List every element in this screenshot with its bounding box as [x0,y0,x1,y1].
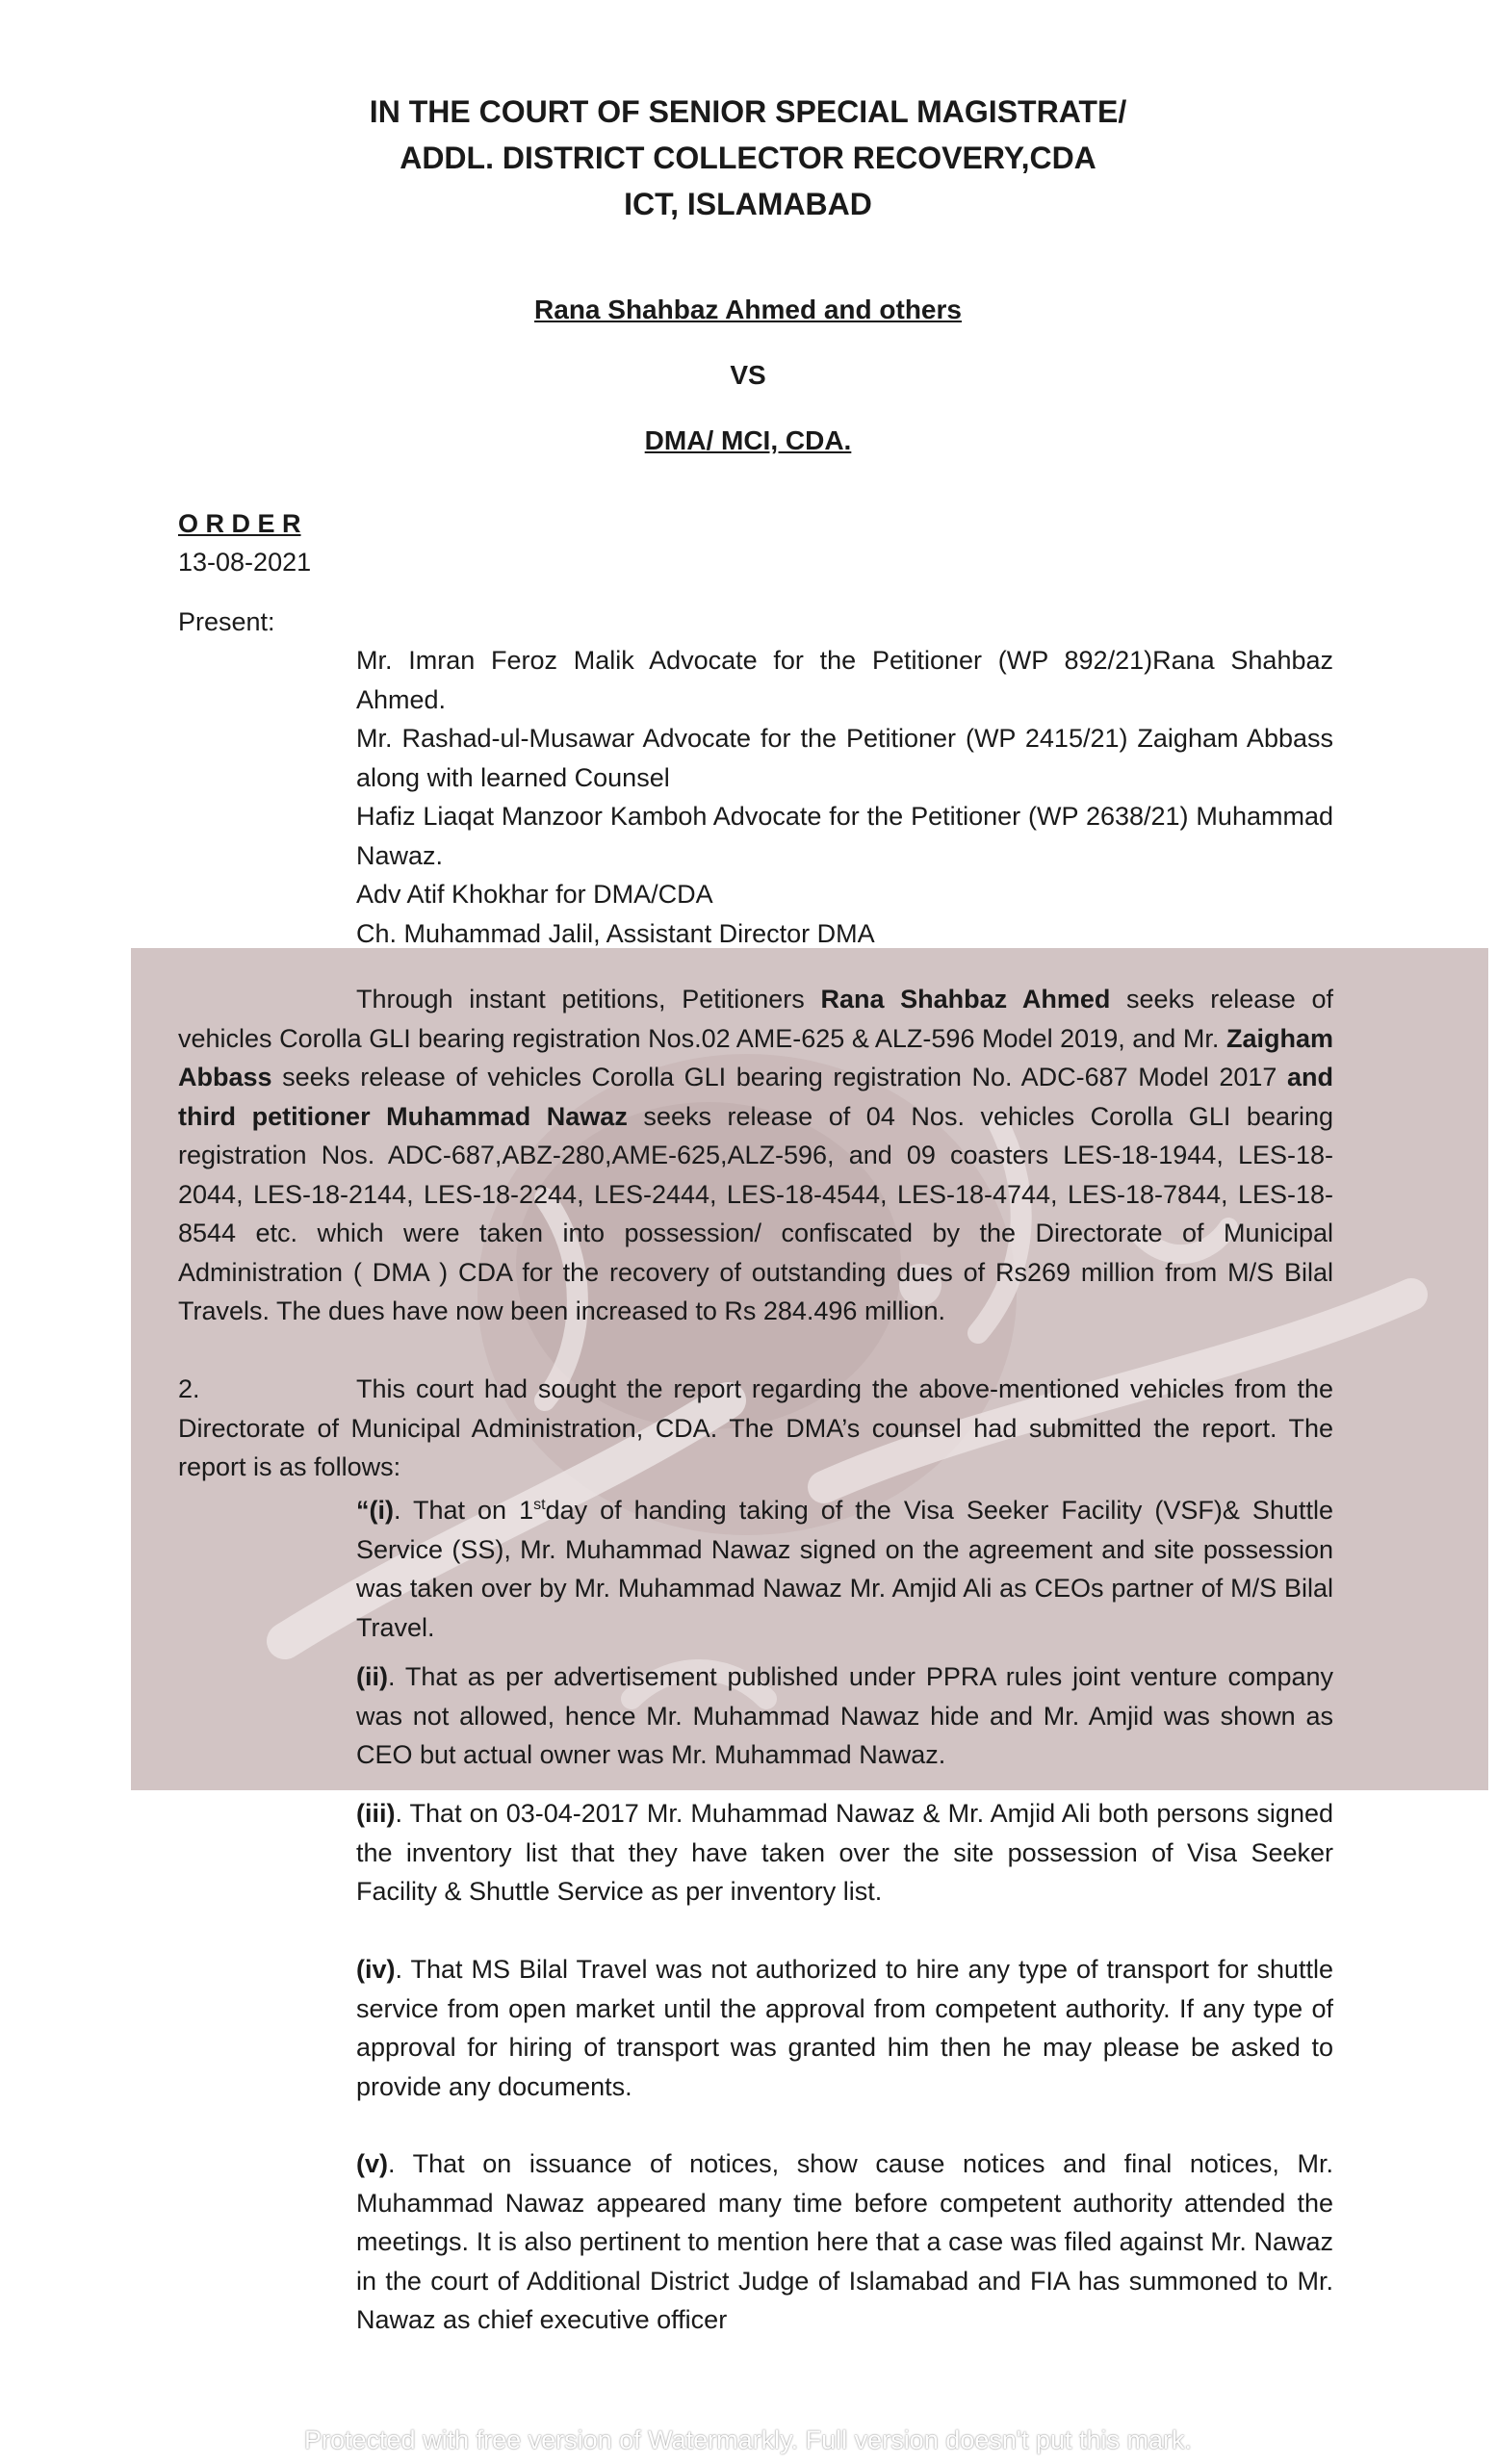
item-text: day of handing taking of the Visa Seeker Facility (VSF)& Shuttle Service (SS), Mr. Muhammad Nawaz signed on the agreement and site possession was taken over by Mr. Muhammad Nawaz Mr. Amjid Ali as CEOs partner of M/S Bilal Travel. [356,1496,1333,1642]
present-label: Present: [178,607,275,636]
paragraph-2: This court had sought the report regarding the above-mentioned vehicles from the Directorate of Municipal Administration, CDA. The DMA’s counsel had submitted the report. The report is as follows: [178,1374,1333,1481]
present-line: Mr. Rashad-ul-Musawar Advocate for the Petitioner (WP 2415/21) Zaigham Abbass along with learned Counsel [356,724,1333,792]
para2-number: 2. [178,1374,200,1403]
item-label: “(i) [356,1496,394,1525]
present-line: Mr. Imran Feroz Malik Advocate for the Petitioner (WP 892/21)Rana Shahbaz Ahmed. [356,646,1333,714]
case-petitioner: Rana Shahbaz Ahmed and others [534,295,962,324]
para1-text: seeks release of 04 Nos. vehicles Corolla GLI bearing registration Nos. ADC-687,ABZ-280,AME-625,ALZ-596, and 09 coasters LES-18-1944, LES-18-2044, LES-18-2144, LES-18-2244, LES-2444, LES-18-4544, LES-18-4744, LES-18-7844, LES-18-8544 etc. which were taken into possession/ confiscated by the Directorate of Municipal Administration ( DMA ) CDA for the recovery of outstanding dues of Rs269 million from M/S Bilal Travels. The dues have now been increased to Rs 284.496 million. [178,1101,1333,1325]
watermark-notice: Protected with free version of Watermarkly. Full version doesn't put this mark. [304,2426,1192,2454]
present-line: Hafiz Liaqat Manzoor Kamboh Advocate for the Petitioner (WP 2638/21) Muhammad Nawaz. [356,802,1333,870]
item-label: (ii) [356,1662,388,1691]
court-title-line-3: ICT, ISLAMABAD [624,187,872,221]
item-text: . That MS Bilal Travel was not authorized to hire any type of transport for shuttle service from open market until the approval from competent authority. If any type of approval for hiring of transport was granted him then he may please be asked to provide any documents. [356,1955,1333,2101]
case-versus: VS [730,360,766,390]
report-item-ii [356,1657,1333,1775]
present-line: Ch. Muhammad Jalil, Assistant Director DMA [356,918,875,948]
court-title-line-2: ADDL. DISTRICT COLLECTOR RECOVERY,CDA [400,141,1096,175]
court-title-line-1: IN THE COURT OF SENIOR SPECIAL MAGISTRATE/ [369,94,1127,129]
petitioner-name-bold: Zaigham Abbass [178,1023,1333,1091]
item-text: . That as per advertisement published under PPRA rules joint venture company was not allowed, hence Mr. Muhammad Nawaz hide and Mr. Amjid was shown as CEO but actual owner was Mr. Muhammad Nawaz. [356,1662,1333,1769]
order-label: O R D E R [178,509,301,538]
item-label: (v) [356,2149,388,2178]
item-text: . That on issuance of notices, show cause notices and final notices, Mr. Muhammad Nawaz appeared many time before competent authority attended the meetings. It is also pertinent to mention here that a case was filed against Mr. Nawaz in the court of Additional District Judge of Islamabad and FIA has summoned to Mr. Nawaz as chief executive officer [356,2149,1333,2334]
para1-text: Through instant petitions, Petitioners [356,985,821,1014]
item-text: . That on 03-04-2017 Mr. Muhammad Nawaz & Mr. Amjid Ali both persons signed the inventory list that they have taken over the site possession of Visa Seeker Facility & Shuttle Service as per inventory list. [356,1799,1333,1906]
case-respondent: DMA/ MCI, CDA. [644,425,852,455]
para1-text: seeks release of vehicles Corolla GLI bearing registration Nos.02 AME-625 & ALZ-596 Model 2019, and Mr. [178,985,1333,1053]
item-superscript: st [533,1497,546,1513]
report-item-v [356,2144,1333,2340]
present-line: Adv Atif Khokhar for DMA/CDA [356,880,713,909]
petitioner-name-bold: Rana Shahbaz Ahmed [820,985,1111,1014]
report-item-iii [356,1794,1333,1912]
item-label: (iv) [356,1955,396,1984]
paragraph-1 [178,980,1333,1331]
item-label: (iii) [356,1799,396,1828]
para1-text: seeks release of vehicles Corolla GLI bearing registration No. ADC-687 Model 2017 [271,1063,1287,1091]
petitioner-name-bold: and third petitioner Muhammad Nawaz [178,1063,1333,1131]
order-date: 13-08-2021 [178,548,312,577]
item-text: . That on 1 [393,1496,534,1525]
present-list [356,641,1333,953]
report-item-iv [356,1950,1333,2106]
report-item-i [356,1486,1333,1647]
